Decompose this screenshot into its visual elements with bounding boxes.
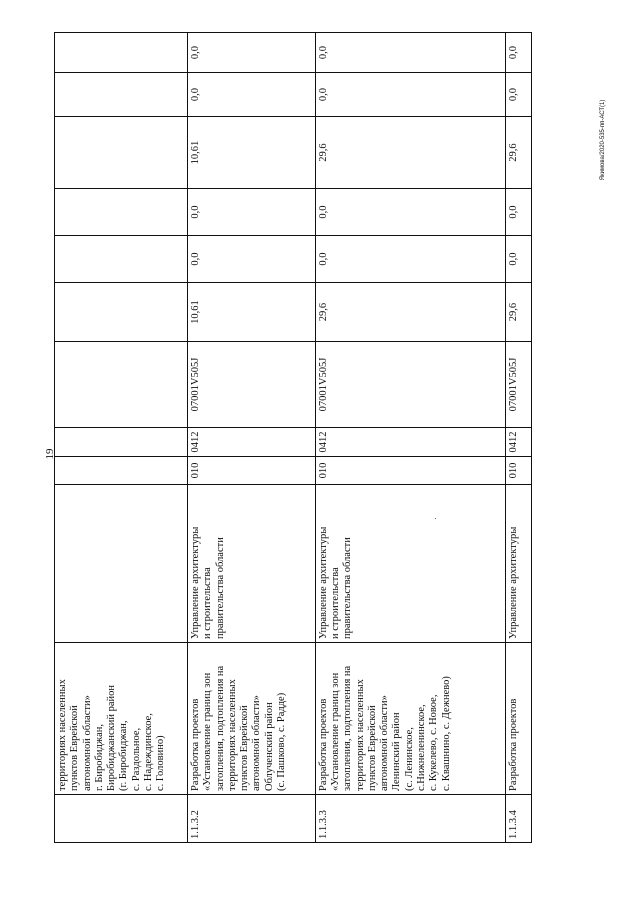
total-cell xyxy=(505,283,531,342)
table-row xyxy=(315,33,505,843)
year-value-4-text: 0,0 xyxy=(317,87,329,102)
year-value-5-text: 0,0 xyxy=(189,45,201,60)
year-value-5-text: 0,0 xyxy=(317,45,329,60)
executor-line: правительства области xyxy=(214,537,226,639)
year-value-5-text: 0,0 xyxy=(507,45,519,60)
year-value-cell-3 xyxy=(505,117,531,189)
description-line: Разработка проектов xyxy=(317,698,329,791)
grbs-code-text: 010 xyxy=(317,462,329,479)
description-cell xyxy=(55,643,188,795)
table-row xyxy=(505,33,531,843)
year-value-cell-1 xyxy=(505,236,531,283)
year-value-cell-5 xyxy=(55,33,188,73)
table-row xyxy=(187,33,315,843)
description-line: (с. Пашково, с. Радде) xyxy=(276,692,288,791)
csr-code-cell xyxy=(505,342,531,428)
rz-code-cell xyxy=(315,428,505,457)
description-line: (г. Биробиджан, xyxy=(118,720,130,791)
executor-line: Управление архитектуры xyxy=(507,526,519,639)
total-text: 10,61 xyxy=(189,300,201,324)
row-id-text: 1.1.3.4 xyxy=(507,810,519,839)
year-value-cell-4 xyxy=(55,73,188,117)
description-line: с.Нижнеленинское, xyxy=(416,704,428,791)
total-text: 29,6 xyxy=(317,302,329,322)
executor-line: правительства области xyxy=(342,537,354,639)
executor-cell xyxy=(55,485,188,643)
description-line: с. Кукелево, с. Новое, xyxy=(428,694,440,791)
grbs-code-cell xyxy=(315,457,505,485)
description-line: Разработка проектов xyxy=(507,698,519,791)
year-value-cell-3 xyxy=(187,117,315,189)
year-value-cell-5 xyxy=(505,33,531,73)
year-value-cell-1 xyxy=(187,236,315,283)
rz-code-cell xyxy=(187,428,315,457)
description-line: с. Раздольное, xyxy=(130,727,142,791)
description-line: территориях населенных xyxy=(57,679,68,791)
csr-code-text: 07001V505J xyxy=(507,357,519,412)
year-value-3-text: 10,61 xyxy=(189,140,201,165)
table-body xyxy=(55,33,532,843)
year-value-cell-3 xyxy=(55,117,188,189)
description-line: пунктов Еврейской xyxy=(239,705,251,791)
year-value-cell-5 xyxy=(315,33,505,73)
description-line: Ленинский район xyxy=(391,712,403,791)
year-value-cell-2 xyxy=(315,189,505,236)
year-value-2-text: 0,0 xyxy=(317,205,329,219)
year-value-3-text: 29,6 xyxy=(507,143,519,162)
page-number: 19 xyxy=(44,448,56,460)
description-line: «Установление границ зон xyxy=(202,672,214,791)
description-cell xyxy=(505,643,531,795)
description-line: «Установление границ зон xyxy=(329,672,341,791)
year-value-1-text: 0,0 xyxy=(189,252,201,266)
executor-line: и строительства xyxy=(202,567,214,639)
executor-line: Управление архитектуры xyxy=(317,526,329,639)
description-line: затопления, подтопления на xyxy=(214,665,226,791)
rz-code-text: 0412 xyxy=(507,431,519,453)
executor-cell xyxy=(315,485,505,643)
executor-cell xyxy=(505,485,531,643)
year-value-1-text: 0,0 xyxy=(507,252,519,266)
description-line: Облученский район xyxy=(263,702,275,791)
rz-code-text: 0412 xyxy=(189,431,201,453)
year-value-cell-5 xyxy=(187,33,315,73)
budget-table xyxy=(54,32,532,843)
csr-code-cell xyxy=(315,342,505,428)
year-value-cell-4 xyxy=(505,73,531,117)
row-id-cell xyxy=(505,795,531,843)
year-value-3-text: 29,6 xyxy=(317,143,329,162)
grbs-code-cell xyxy=(505,457,531,485)
total-cell xyxy=(55,283,188,342)
description-line: территориях населенных xyxy=(354,679,366,791)
row-id-cell xyxy=(55,795,188,843)
description-line: автономной области» xyxy=(379,695,391,791)
year-value-cell-3 xyxy=(315,117,505,189)
grbs-code-cell xyxy=(187,457,315,485)
year-value-cell-2 xyxy=(55,189,188,236)
description-line: (с. Ленинское, xyxy=(403,727,415,791)
year-value-1-text: 0,0 xyxy=(317,252,329,266)
year-value-2-text: 0,0 xyxy=(507,205,519,219)
year-value-cell-1 xyxy=(55,236,188,283)
description-line: пунктов Еврейской xyxy=(366,705,378,791)
description-line: с. Головино) xyxy=(155,735,167,791)
csr-code-text: 07001V505J xyxy=(317,357,329,412)
description-line: Биробиджанский район xyxy=(106,684,118,791)
description-line: затопления, подтопления на xyxy=(342,665,354,791)
executor-line: и строительства xyxy=(329,567,341,639)
total-text: 29,6 xyxy=(507,302,519,322)
year-value-cell-2 xyxy=(505,189,531,236)
csr-code-cell xyxy=(55,342,188,428)
year-value-cell-1 xyxy=(315,236,505,283)
description-cell xyxy=(315,643,505,795)
total-cell xyxy=(315,283,505,342)
document-code: Якимова/2020-535-пп-АСТ(1) xyxy=(600,99,606,181)
row-id-cell xyxy=(187,795,315,843)
year-value-cell-2 xyxy=(187,189,315,236)
total-cell xyxy=(187,283,315,342)
description-line: г. Биробиджан, xyxy=(93,724,105,791)
rz-code-cell xyxy=(55,428,188,457)
description-line: автономной области» xyxy=(251,695,263,791)
description-line: Разработка проектов xyxy=(189,698,201,791)
description-line: с. Квашнино, с. Дежнево) xyxy=(440,676,452,791)
description-cell xyxy=(187,643,315,795)
description-line: автономной области» xyxy=(81,695,93,791)
row-id-text: 1.1.3.3 xyxy=(317,810,329,839)
table-row xyxy=(55,33,188,843)
rz-code-cell xyxy=(505,428,531,457)
description-line: пунктов Еврейской xyxy=(69,705,81,791)
csr-code-text: 07001V505J xyxy=(189,357,201,412)
year-value-cell-4 xyxy=(315,73,505,117)
rz-code-text: 0412 xyxy=(317,431,329,453)
grbs-code-text: 010 xyxy=(189,462,201,479)
grbs-code-cell xyxy=(55,457,188,485)
executor-line: Управление архитектуры xyxy=(189,526,201,639)
row-id-cell xyxy=(315,795,505,843)
executor-cell xyxy=(187,485,315,643)
year-value-4-text: 0,0 xyxy=(507,87,519,102)
rotated-table-container xyxy=(54,33,532,843)
year-value-cell-4 xyxy=(187,73,315,117)
description-line: с. Надеждинское, xyxy=(143,713,155,791)
row-id-text: 1.1.3.2 xyxy=(189,810,201,839)
description-line: территориях населенных xyxy=(226,679,238,791)
csr-code-cell xyxy=(187,342,315,428)
year-value-2-text: 0,0 xyxy=(189,205,201,219)
year-value-4-text: 0,0 xyxy=(189,87,201,102)
budget-table-area xyxy=(54,33,532,843)
grbs-code-text: 010 xyxy=(507,462,519,479)
